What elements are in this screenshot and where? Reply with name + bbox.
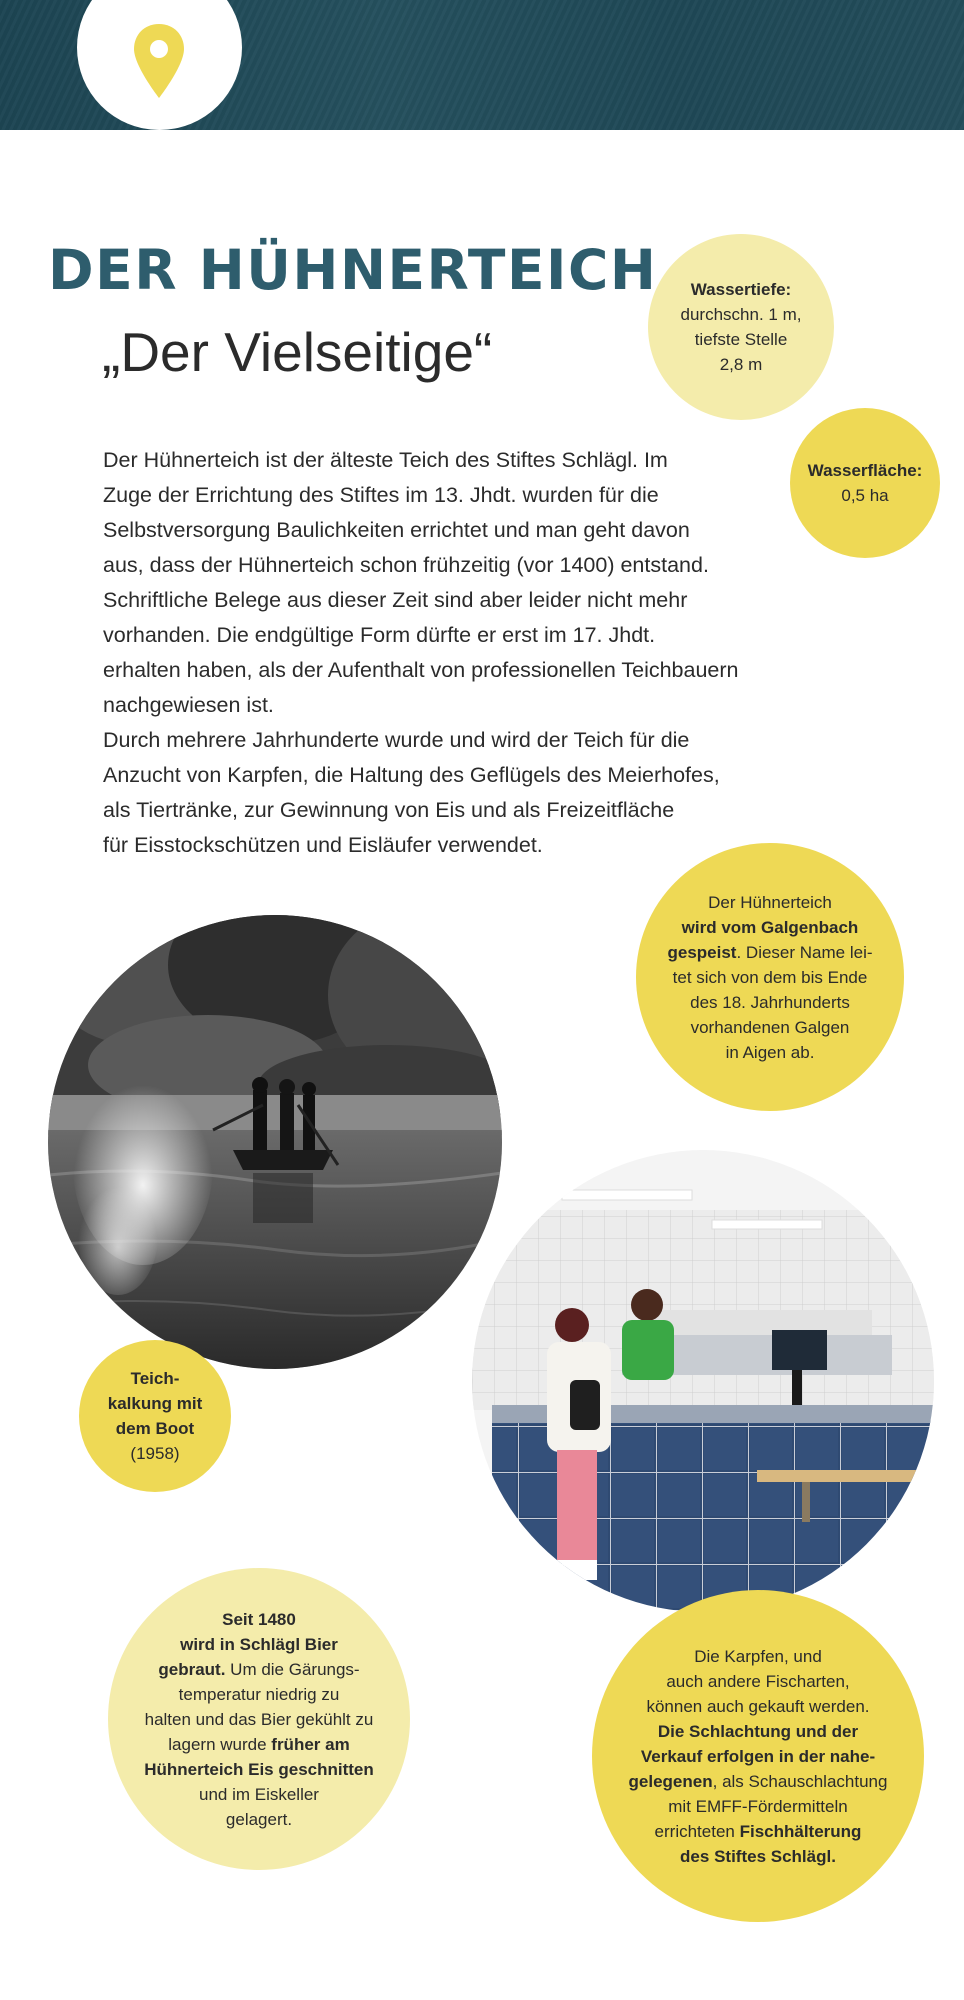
- page-title: DER HÜHNERTEICH: [48, 238, 658, 302]
- photo-fish-shop: [472, 1150, 934, 1612]
- page-subtitle: „Der Vielseitige“: [102, 321, 493, 383]
- body-text: [103, 443, 763, 863]
- fact-line: durchschn. 1 m,: [680, 305, 802, 324]
- fact-line: tiefste Stelle: [694, 330, 788, 349]
- fact-label: Wasserfläche:: [807, 461, 923, 480]
- fact-value: 0,5 ha: [841, 486, 889, 505]
- paragraph-usage: Durch mehrere Jahrhunderte wurde und wird der Teich für die Anzucht von Karpfen, die Haltung des Geflügels des Meierhofes, als Tiertränke, zur Gewinnung von Eis und als Freizeitfläche für Eisstockschützen und Eisläufer verwendet.: [103, 728, 720, 857]
- fact-value: 2,8 m: [719, 355, 763, 374]
- photo-boat-liming: [48, 915, 502, 1369]
- location-pin-icon: [131, 22, 187, 100]
- info-fish-sale: Die Karpfen, und auch andere Fischarten, können auch gekauft werden. Die Schlachtung und der Verkauf erfolgen in der nahe- gelegenen, als Schauschlachtung mit EMFF-Fördermitteln errichteten Fischhälterung des Stiftes Schlägl.: [592, 1590, 924, 1922]
- info-galgenbach: Der Hühnerteich wird vom Galgenbach gespeist. Dieser Name lei- tet sich von dem bis Ende des 18. Jahrhunderts vorhandenen Galgen in Aigen ab.: [636, 843, 904, 1111]
- fact-water-depth: [648, 234, 834, 420]
- paragraph-history: Der Hühnerteich ist der älteste Teich des Stiftes Schlägl. Im Zuge der Errichtung des Stiftes im 13. Jhdt. wurden für die Selbstversorgung Baulichkeiten errichtet und man geht davon aus, dass der Hühnerteich schon frühzeitig (vor 1400) entstand. Schriftliche Belege aus dieser Zeit sind aber leider nicht mehr vorhanden. Die endgültige Form dürfte er erst im 17. Jhdt. erhalten haben, als der Aufenthalt von professionellen Teichbauern nachgewiesen ist.: [103, 448, 739, 717]
- info-beer-ice: Seit 1480 wird in Schlägl Bier gebraut. Um die Gärungs- temperatur niedrig zu halten und das Bier gekühlt zu lagern wurde früher am Hühnerteich Eis geschnitten und im Eiskeller gelagert.: [108, 1568, 410, 1870]
- caption-boat-liming: Teich- kalkung mit dem Boot (1958): [79, 1340, 231, 1492]
- fact-water-area: [790, 408, 940, 558]
- fact-label: Wassertiefe:: [690, 280, 792, 299]
